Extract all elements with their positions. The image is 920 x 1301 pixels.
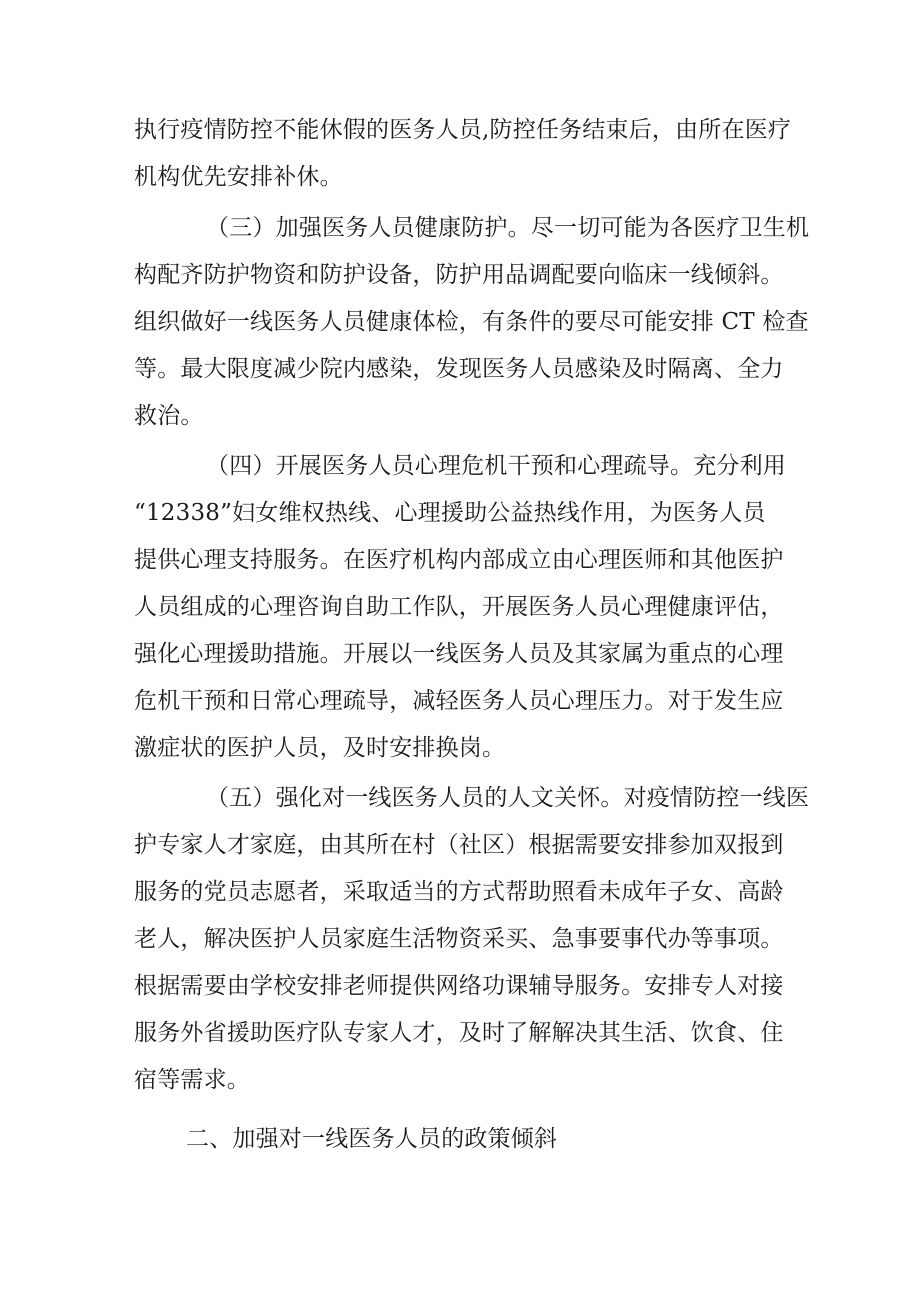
paragraph-4-line: （四）开展医务人员心理危机干预和心理疏导。充分利用 bbox=[206, 453, 786, 479]
paragraph-4-line: “12338”妇女维权热线、心理援助公益热线作用，为医务人员 bbox=[134, 500, 766, 526]
paragraph-continuation-line: 机构优先安排补休。 bbox=[134, 164, 343, 190]
paragraph-4-line: 人员组成的心理咨询自助工作队，开展医务人员心理健康评估， bbox=[134, 594, 784, 620]
paragraph-5-line: （五）强化对一线医务人员的人文关怀。对疫情防控一线医 bbox=[206, 785, 810, 811]
paragraph-3-line: （三）加强医务人员健康防护。尽一切可能为各医疗卫生机 bbox=[206, 215, 810, 241]
paragraph-5-line: 服务外省援助医疗队专家人才，及时了解解决其生活、饮食、住 bbox=[134, 1020, 784, 1046]
paragraph-3-line: 组织做好一线医务人员健康体检，有条件的要尽可能安排 CT 检查 bbox=[134, 309, 809, 335]
paragraph-3-line: 构配齐防护物资和防护设备，防护用品调配要向临床一线倾斜。 bbox=[134, 262, 784, 288]
paragraph-5-line: 服务的党员志愿者，采取适当的方式帮助照看未成年子女、高龄 bbox=[134, 879, 784, 905]
paragraph-4-line: 提供心理支持服务。在医疗机构内部成立由心理医师和其他医护 bbox=[134, 547, 784, 573]
paragraph-4-line: 强化心理援助措施。开展以一线医务人员及其家属为重点的心理 bbox=[134, 641, 784, 667]
paragraph-4-line: 危机干预和日常心理疏导，减轻医务人员心理压力。对于发生应 bbox=[134, 688, 784, 714]
section-heading: 二、加强对一线医务人员的政策倾斜 bbox=[186, 1126, 558, 1152]
paragraph-4-line: 激症状的医护人员，及时安排换岗。 bbox=[134, 735, 506, 761]
paragraph-continuation-line: 执行疫情防控不能休假的医务人员,防控任务结束后，由所在医疗 bbox=[134, 117, 792, 143]
paragraph-3-line: 救治。 bbox=[134, 403, 204, 429]
paragraph-5-line: 护专家人才家庭，由其所在村（社区）根据需要安排参加双报到 bbox=[134, 832, 784, 858]
paragraph-5-line: 宿等需求。 bbox=[134, 1067, 250, 1093]
paragraph-5-line: 根据需要由学校安排老师提供网络功课辅导服务。安排专人对接 bbox=[134, 973, 784, 999]
paragraph-3-line: 等。最大限度减少院内感染，发现医务人员感染及时隔离、全力 bbox=[134, 356, 784, 382]
paragraph-5-line: 老人，解决医护人员家庭生活物资采买、急事要事代办等事项。 bbox=[134, 926, 784, 952]
